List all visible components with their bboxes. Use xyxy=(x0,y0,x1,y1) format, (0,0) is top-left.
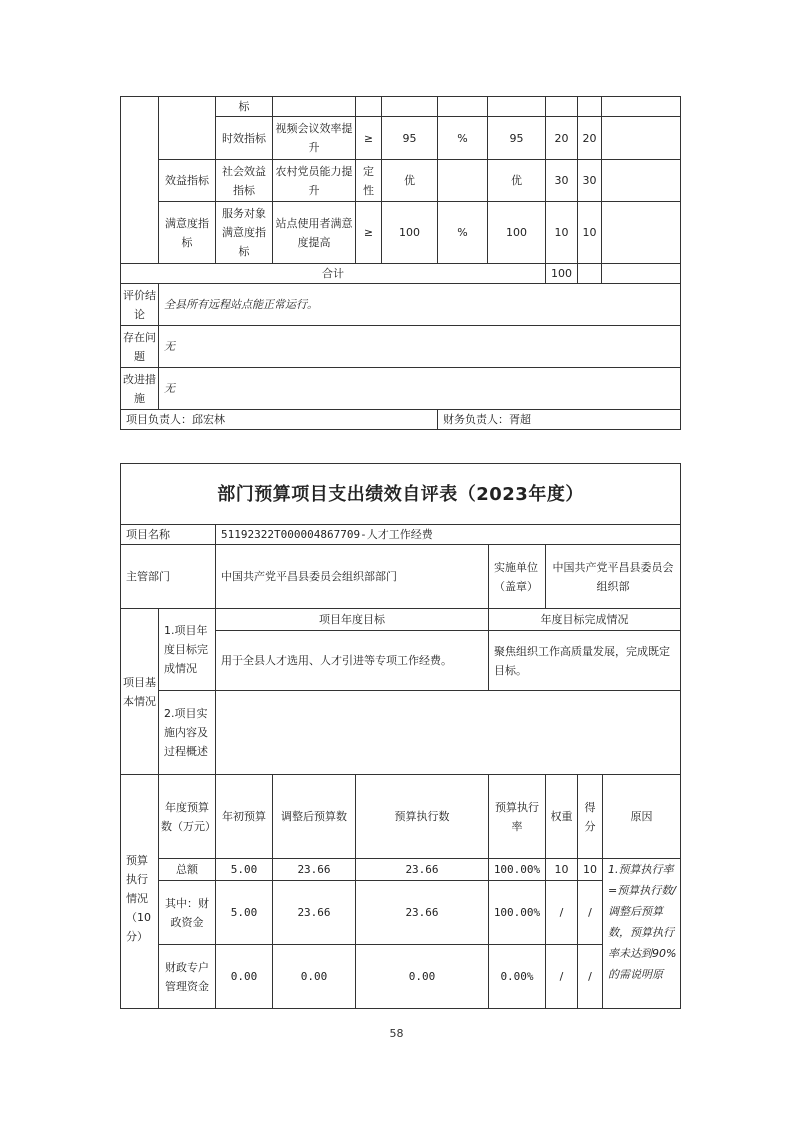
problems-text: 无 xyxy=(159,326,681,368)
total-label: 合计 xyxy=(121,264,546,284)
target-cell: 100 xyxy=(382,202,438,264)
unit-cell: % xyxy=(438,202,488,264)
budget-initial: 5.00 xyxy=(216,859,273,881)
budget-header-0: 年度预算数（万元） xyxy=(159,775,216,859)
dept-value: 中国共产党平昌县委员会组织部部门 xyxy=(216,545,489,609)
unit-cell xyxy=(438,160,488,202)
budget-executed: 0.00 xyxy=(356,945,489,1009)
remark-cell xyxy=(602,202,681,264)
budget-initial: 5.00 xyxy=(216,881,273,945)
impl-text xyxy=(216,691,681,775)
total-score xyxy=(578,264,602,284)
budget-label: 预算执行情况（10分） xyxy=(121,775,159,1009)
budget-rate: 0.00% xyxy=(489,945,546,1009)
actual-cell: 100 xyxy=(488,202,546,264)
budget-initial: 0.00 xyxy=(216,945,273,1009)
budget-header-3: 预算执行数 xyxy=(356,775,489,859)
score-cell xyxy=(578,97,602,117)
score-cell: 20 xyxy=(578,117,602,160)
budget-rate: 100.00% xyxy=(489,859,546,881)
target-cell xyxy=(382,97,438,117)
actual-cell: 优 xyxy=(488,160,546,202)
budget-weight: / xyxy=(546,881,578,945)
op-cell: ≥ xyxy=(356,202,382,264)
l3-cell: 时效指标 xyxy=(216,117,273,160)
budget-row-name: 财政专户管理资金 xyxy=(159,945,216,1009)
reason-text: 1.预算执行率=预算执行数/调整后预算数，预算执行率未达到90%的需说明原 xyxy=(603,859,681,1009)
weight-cell: 20 xyxy=(546,117,578,160)
remark-cell xyxy=(602,160,681,202)
project-name: 51192322T000004867709-人才工作经费 xyxy=(216,525,681,545)
unit-value: 中国共产党平昌县委员会组织部 xyxy=(546,545,681,609)
weight-cell: 30 xyxy=(546,160,578,202)
completion-text: 聚焦组织工作高质量发展，完成既定目标。 xyxy=(489,631,681,691)
budget-header-6: 得分 xyxy=(578,775,603,859)
form-title: 部门预算项目支出绩效自评表（2023年度） xyxy=(121,464,681,525)
l4-cell xyxy=(273,97,356,117)
l4-cell: 农村党员能力提升 xyxy=(273,160,356,202)
dept-label: 主管部门 xyxy=(121,545,216,609)
goal-text: 用于全县人才选用、人才引进等专项工作经费。 xyxy=(216,631,489,691)
budget-rate: 100.00% xyxy=(489,881,546,945)
budget-row-name: 总额 xyxy=(159,859,216,881)
op-cell xyxy=(356,97,382,117)
l4-cell: 站点使用者满意度提高 xyxy=(273,202,356,264)
budget-executed: 23.66 xyxy=(356,881,489,945)
budget-adjusted: 23.66 xyxy=(273,881,356,945)
problems-label: 存在问题 xyxy=(121,326,159,368)
budget-weight: 10 xyxy=(546,859,578,881)
budget-weight: / xyxy=(546,945,578,1009)
op-cell: ≥ xyxy=(356,117,382,160)
weight-cell xyxy=(546,97,578,117)
project-lead: 项目负责人：邱宏林 xyxy=(121,410,438,430)
budget-header-1: 年初预算 xyxy=(216,775,273,859)
improve-label: 改进措施 xyxy=(121,368,159,410)
budget-executed: 23.66 xyxy=(356,859,489,881)
indicator-table-continued xyxy=(120,96,681,430)
total-remark xyxy=(602,264,681,284)
l2-cell: 效益指标 xyxy=(159,160,216,202)
improve-text: 无 xyxy=(159,368,681,410)
actual-cell xyxy=(488,97,546,117)
budget-adjusted: 0.00 xyxy=(273,945,356,1009)
remark-cell xyxy=(602,117,681,160)
basic-label: 项目基本情况 xyxy=(121,609,159,775)
budget-score: / xyxy=(578,881,603,945)
l3-cell: 标 xyxy=(216,97,273,117)
page-number: 58 xyxy=(389,1027,404,1040)
goal-label: 1.项目年度目标完成情况 xyxy=(159,609,216,691)
completion-header: 年度目标完成情况 xyxy=(489,609,681,631)
actual-cell: 95 xyxy=(488,117,546,160)
unit-cell xyxy=(438,97,488,117)
budget-score: / xyxy=(578,945,603,1009)
budget-header-7: 原因 xyxy=(603,775,681,859)
score-cell: 10 xyxy=(578,202,602,264)
conclusion-label: 评价结论 xyxy=(121,284,159,326)
l2-cell: 满意度指标 xyxy=(159,202,216,264)
total-weight: 100 xyxy=(546,264,578,284)
l3-cell: 社会效益指标 xyxy=(216,160,273,202)
target-cell: 95 xyxy=(382,117,438,160)
score-cell: 30 xyxy=(578,160,602,202)
impl-label: 2.项目实施内容及过程概述 xyxy=(159,691,216,775)
budget-header-5: 权重 xyxy=(546,775,578,859)
l2-cell xyxy=(159,97,216,160)
budget-score: 10 xyxy=(578,859,603,881)
goal-header: 项目年度目标 xyxy=(216,609,489,631)
target-cell: 优 xyxy=(382,160,438,202)
l1-cell xyxy=(121,97,159,264)
conclusion-text: 全县所有远程站点能正常运行。 xyxy=(159,284,681,326)
remark-cell xyxy=(602,97,681,117)
budget-adjusted: 23.66 xyxy=(273,859,356,881)
finance-lead: 财务负责人：胥超 xyxy=(438,410,681,430)
project-name-label: 项目名称 xyxy=(121,525,216,545)
op-cell: 定性 xyxy=(356,160,382,202)
budget-header-4: 预算执行率 xyxy=(489,775,546,859)
weight-cell: 10 xyxy=(546,202,578,264)
budget-row-name: 其中：财政资金 xyxy=(159,881,216,945)
l4-cell: 视频会议效率提升 xyxy=(273,117,356,160)
unit-cell: % xyxy=(438,117,488,160)
unit-label: 实施单位（盖章） xyxy=(489,545,546,609)
l3-cell: 服务对象满意度指标 xyxy=(216,202,273,264)
budget-self-evaluation-form xyxy=(120,463,681,1009)
budget-header-2: 调整后预算数 xyxy=(273,775,356,859)
